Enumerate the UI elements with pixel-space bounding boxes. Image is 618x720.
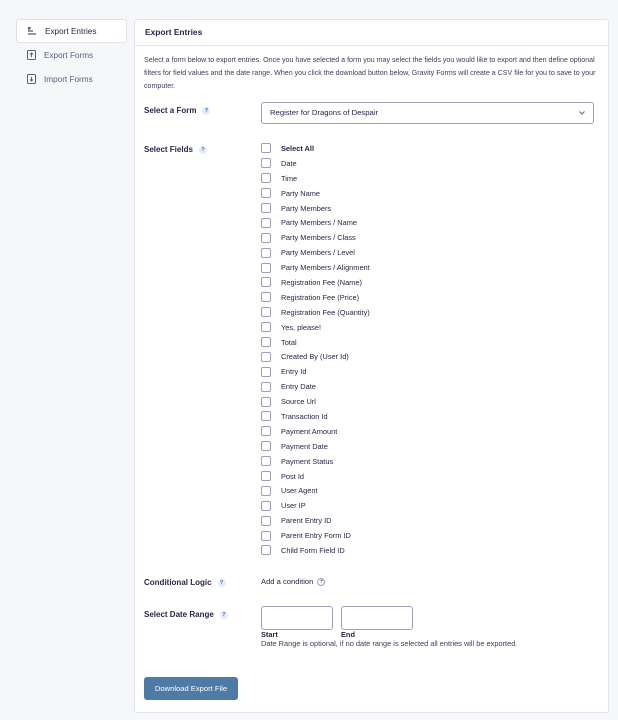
field-checkbox-row[interactable] <box>261 290 370 305</box>
field-checkbox-row[interactable] <box>261 305 370 320</box>
field-label: Yes, please! <box>281 322 321 332</box>
field-label: Registration Fee (Quantity) <box>281 307 370 317</box>
start-label: Start <box>261 630 278 639</box>
checkbox[interactable] <box>261 367 271 377</box>
field-checkbox-row[interactable] <box>261 439 370 454</box>
field-checkbox-row[interactable] <box>261 201 370 216</box>
field-label: Payment Status <box>281 456 334 466</box>
field-checkbox-row[interactable] <box>261 186 370 201</box>
field-label: Payment Date <box>281 441 328 451</box>
field-label: Time <box>281 173 298 183</box>
field-label: Registration Fee (Name) <box>281 277 362 287</box>
sidebar-item-export-entries[interactable] <box>16 19 127 43</box>
checkbox[interactable] <box>261 337 271 347</box>
fields-list <box>261 141 370 558</box>
field-checkbox-row[interactable] <box>261 409 370 424</box>
sidebar-item-label: Export Forms <box>44 50 94 60</box>
field-label: Date <box>281 158 297 168</box>
export-entries-icon <box>27 25 37 37</box>
conditional-logic-label: Conditional Logic ? <box>144 578 226 587</box>
field-checkbox-row[interactable] <box>261 543 370 558</box>
field-label: Entry Date <box>281 382 316 392</box>
import-forms-icon <box>26 73 36 85</box>
field-label: Parent Entry ID <box>281 516 332 526</box>
checkbox[interactable] <box>261 441 271 451</box>
add-condition-link[interactable]: Add a condition + <box>261 577 324 586</box>
end-label: End <box>341 630 355 639</box>
field-checkbox-row[interactable] <box>261 215 370 230</box>
field-label: Transaction Id <box>281 411 328 421</box>
checkbox[interactable] <box>261 218 271 228</box>
field-checkbox-row[interactable] <box>261 335 370 350</box>
checkbox[interactable] <box>261 322 271 332</box>
end-date-input[interactable] <box>341 606 413 630</box>
plus-icon[interactable]: + <box>319 578 324 585</box>
checkbox[interactable] <box>261 531 271 541</box>
field-checkbox-row[interactable] <box>261 171 370 186</box>
select-all-checkbox-row[interactable] <box>261 141 370 156</box>
checkbox[interactable] <box>261 397 271 407</box>
field-label: Payment Amount <box>281 426 338 436</box>
field-label: Total <box>281 337 297 347</box>
checkbox[interactable] <box>261 426 271 436</box>
checkbox[interactable] <box>261 486 271 496</box>
help-icon[interactable]: ? <box>199 146 207 154</box>
export-forms-icon <box>26 49 36 61</box>
checkbox[interactable] <box>261 382 271 392</box>
form-select-value: Register for Dragons of Despair <box>270 108 379 117</box>
field-checkbox-row[interactable] <box>261 424 370 439</box>
help-icon[interactable]: ? <box>202 107 210 115</box>
field-checkbox-row[interactable] <box>261 513 370 528</box>
field-label: Child Form Field ID <box>281 545 345 555</box>
checkbox[interactable] <box>261 248 271 258</box>
field-checkbox-row[interactable] <box>261 498 370 513</box>
field-label: User IP <box>281 501 306 511</box>
form-select[interactable] <box>261 102 594 124</box>
field-checkbox-row[interactable] <box>261 528 370 543</box>
field-checkbox-row[interactable] <box>261 156 370 171</box>
checkbox[interactable] <box>261 263 271 273</box>
checkbox[interactable] <box>261 352 271 362</box>
field-checkbox-row[interactable] <box>261 230 370 245</box>
help-icon[interactable]: ? <box>218 579 226 587</box>
field-checkbox-row[interactable] <box>261 394 370 409</box>
checkbox[interactable] <box>261 411 271 421</box>
sidebar-item-label: Export Entries <box>45 26 97 36</box>
sidebar-item-export-forms[interactable] <box>16 43 127 67</box>
select-form-label: Select a Form ? <box>144 106 210 115</box>
intro-text: Select a form below to export entries. Once you have selected a form you may select the fields you would like to export and then define optional filters for field values and the date range. When you click the download button below, Gravity Forms will create a CSV file for you to save to your computer. <box>144 56 596 90</box>
field-label: User Agent <box>281 486 318 496</box>
field-checkbox-row[interactable] <box>261 379 370 394</box>
field-label: Select All <box>281 143 314 153</box>
field-label: Registration Fee (Price) <box>281 292 360 302</box>
field-checkbox-row[interactable] <box>261 245 370 260</box>
checkbox[interactable] <box>261 471 271 481</box>
field-label: Source Url <box>281 397 316 407</box>
field-checkbox-row[interactable] <box>261 275 370 290</box>
date-range-note: Date Range is optional, if no date range is selected all entries will be exported. <box>261 639 518 648</box>
checkbox[interactable] <box>261 456 271 466</box>
checkbox[interactable] <box>261 203 271 213</box>
sidebar-item-label: Import Forms <box>44 74 93 84</box>
help-icon[interactable]: ? <box>220 611 228 619</box>
field-label: Parent Entry Form ID <box>281 531 351 541</box>
field-label: Party Name <box>281 188 321 198</box>
field-checkbox-row[interactable] <box>261 483 370 498</box>
field-checkbox-row[interactable] <box>261 454 370 469</box>
checkbox[interactable] <box>261 158 271 168</box>
checkbox[interactable] <box>261 501 271 511</box>
field-label: Party Members / Class <box>281 233 356 243</box>
sidebar-item-import-forms[interactable] <box>16 67 127 91</box>
checkbox[interactable] <box>261 516 271 526</box>
panel-title: Export Entries <box>135 20 608 46</box>
sidebar-nav <box>16 19 127 91</box>
field-checkbox-row[interactable] <box>261 364 370 379</box>
checkbox[interactable] <box>261 233 271 243</box>
field-label: Party Members / Alignment <box>281 263 370 273</box>
checkbox[interactable] <box>261 143 271 153</box>
download-export-button[interactable]: Download Export File <box>144 677 238 700</box>
field-checkbox-row[interactable] <box>261 260 370 275</box>
start-date-input[interactable] <box>261 606 333 630</box>
chevron-down-icon <box>579 110 585 116</box>
field-label: Entry Id <box>281 367 307 377</box>
checkbox[interactable] <box>261 307 271 317</box>
checkbox[interactable] <box>261 277 271 287</box>
field-label: Post Id <box>281 471 305 481</box>
checkbox[interactable] <box>261 545 271 555</box>
select-date-range-label: Select Date Range ? <box>144 610 228 619</box>
field-label: Party Members / Name <box>281 218 357 228</box>
field-checkbox-row[interactable] <box>261 349 370 364</box>
field-label: Created By (User Id) <box>281 352 349 362</box>
field-checkbox-row[interactable] <box>261 469 370 484</box>
export-entries-panel <box>134 19 609 713</box>
field-label: Party Members <box>281 203 332 213</box>
checkbox[interactable] <box>261 173 271 183</box>
checkbox[interactable] <box>261 292 271 302</box>
select-fields-label: Select Fields ? <box>144 145 207 154</box>
field-checkbox-row[interactable] <box>261 320 370 335</box>
checkbox[interactable] <box>261 188 271 198</box>
field-label: Party Members / Level <box>281 248 355 258</box>
